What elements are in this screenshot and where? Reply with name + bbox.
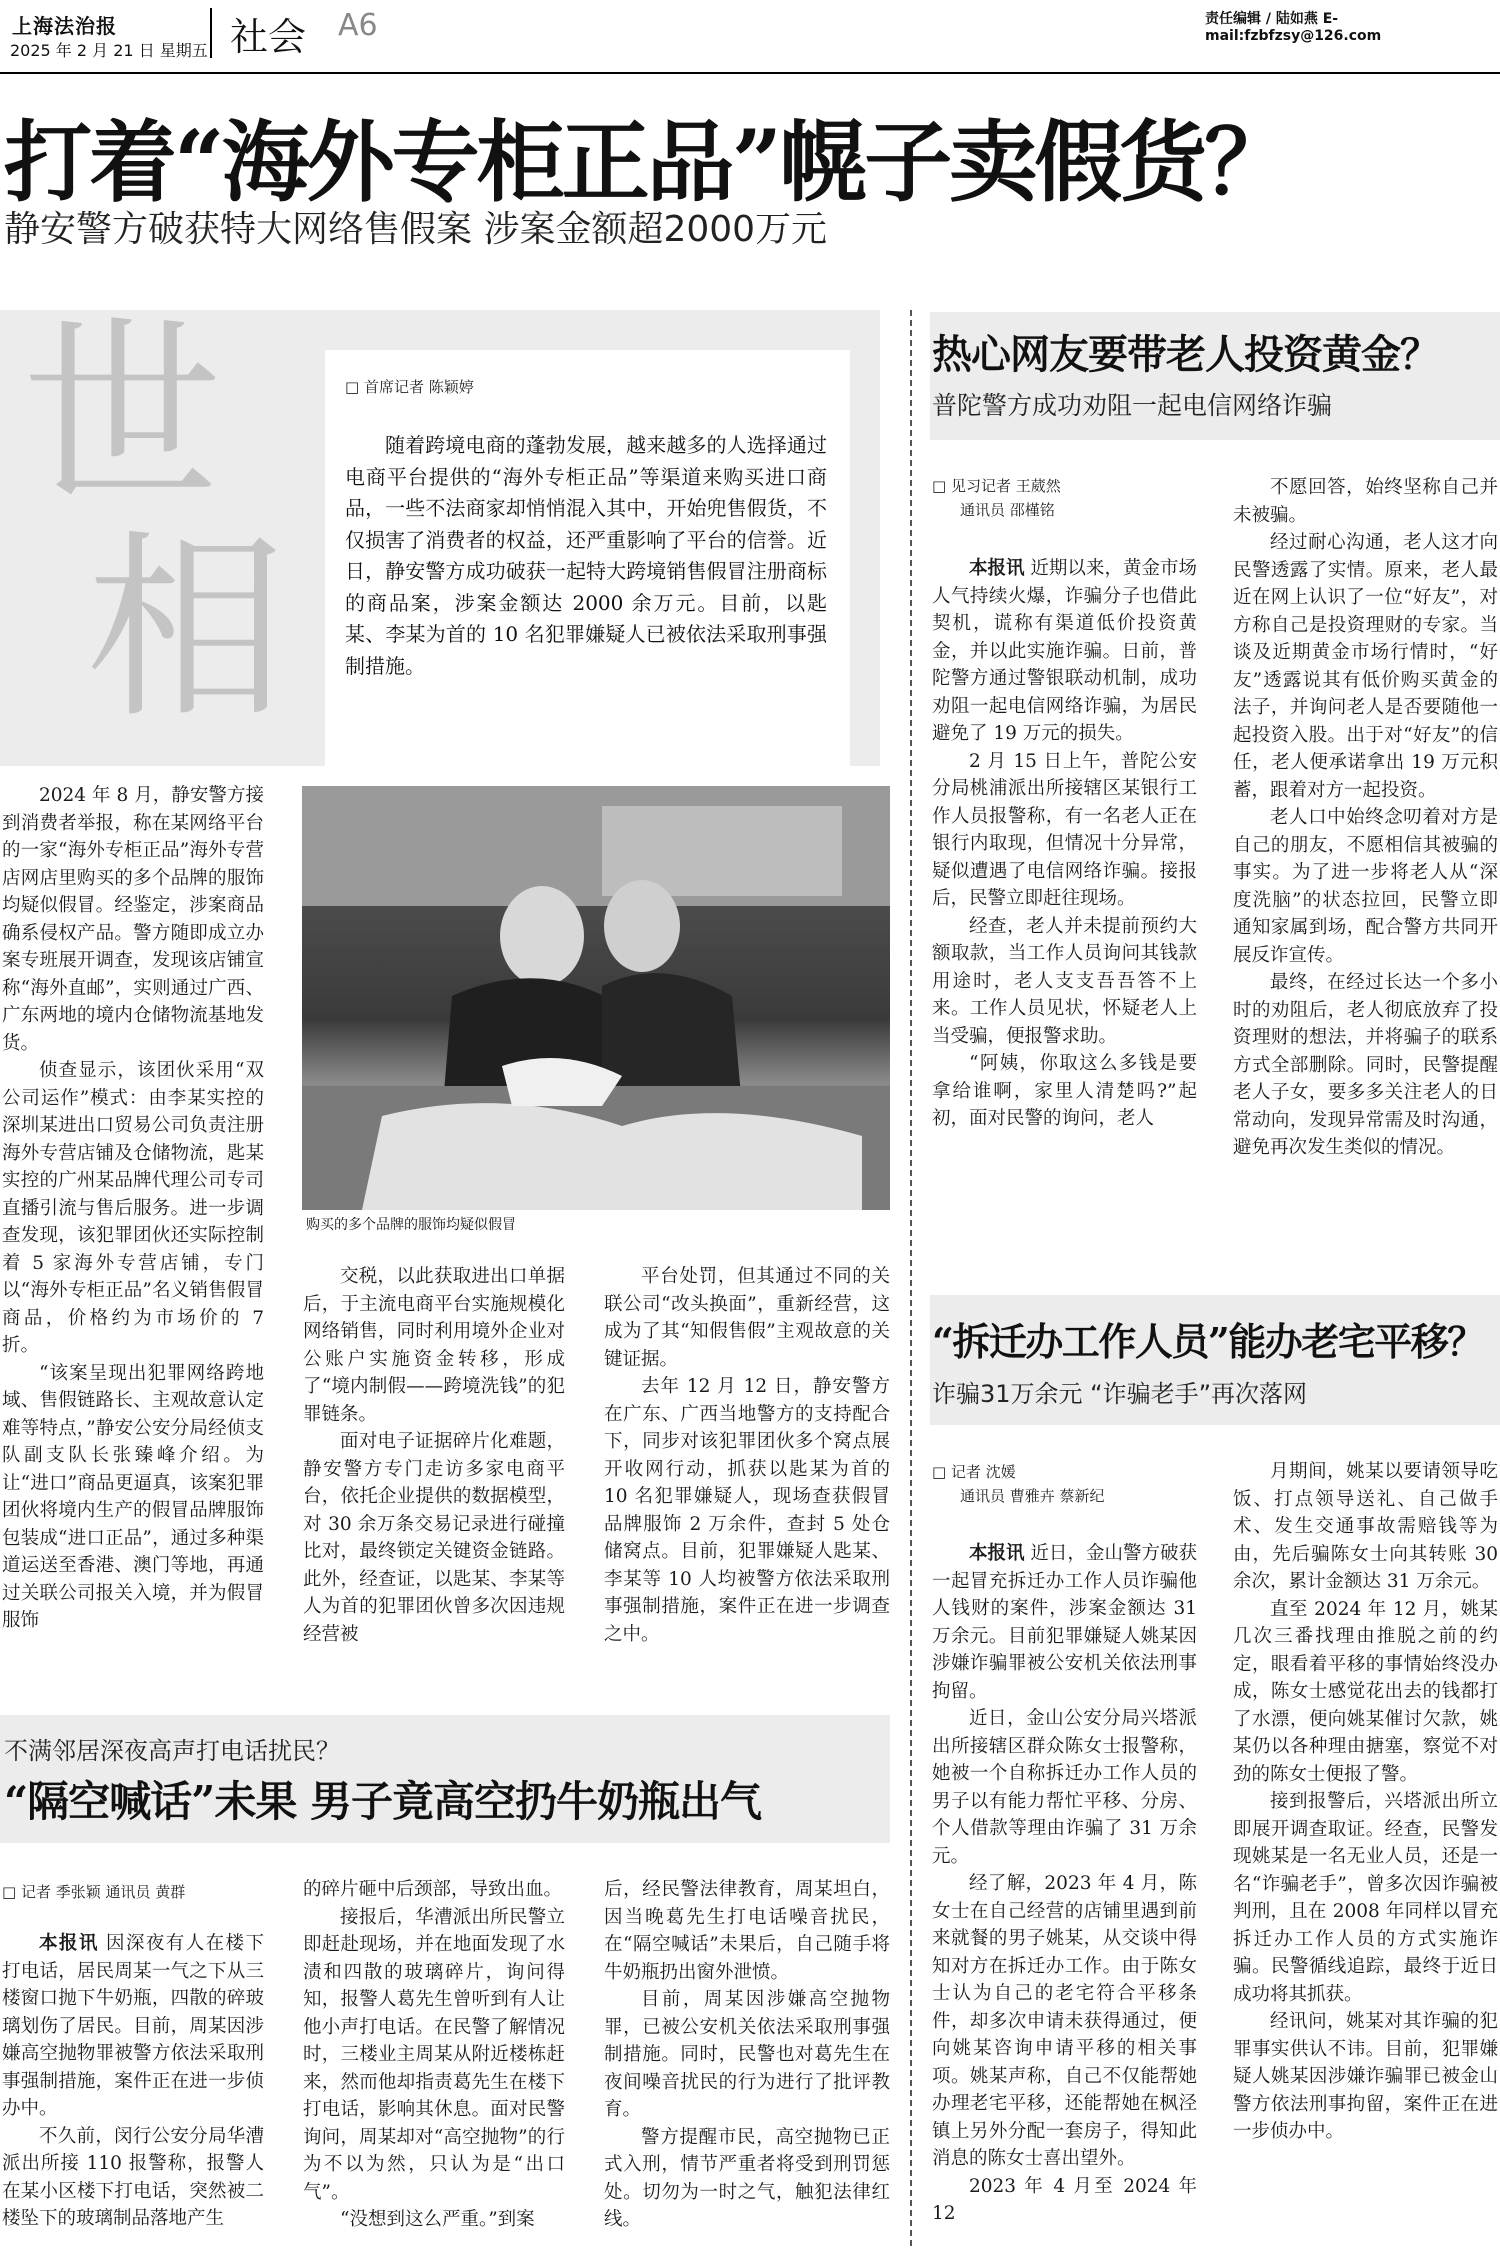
issue-date: 2025 年 2 月 21 日 星期五 <box>10 41 208 60</box>
column-label-glyph-1: 世 <box>22 299 223 532</box>
editor-credit: 责任编辑 / 陆如燕 E-mail:fzbfzsy@126.com <box>1205 11 1382 44</box>
main-story-column-3: 平台处罚，但其通过不同的关联公司“改头换面”，重新经营，这成为了其“知假售假”主观故意的关键证据。 去年 12 月 12 日，静安警方在广东、广西当地警方的支持配合下，同步对该犯罪团伙多个窝点展开收网行动，抓获以匙某为首的 10 名犯罪嫌疑人，现场查获假冒品牌服饰 2 万余件，查封 5 处仓储窝点。目前，犯罪嫌疑人匙某、李某等 10 人均被警方依法采取刑事强制措施，案件正在进一步调查之中。 <box>604 1266 890 1645</box>
gold-story-column-2: 不愿回答，始终坚称自己并未被骗。 经过耐心沟通，老人这才向民警透露了实情。原来，老人最近在网上认识了一位“好友”，对方称自己是投资理财的专家。当谈及近期黄金市场行情时，“好友”透露说其有低价购买黄金的法子，并询问老人是否要随他一起投资入股。出于对“好友”的信任，老人便承诺拿出 19 万元积蓄，跟着对方一起投资。 老人口中始终念叨着对方是自己的朋友，不愿相信其被骗的事实。为了进一步将老人从“深度洗脑”的状态拉回，民警立即通知家属到场，配合警方共同开展反诈宣传。 最终，在经过长达一个多小时的劝阻后，老人彻底放弃了投资理财的想法，并将骗子的联系方式全部删除。同时，民警提醒老人子女，要多多关注老人的日常动向，发现异常需及时沟通，避免再次发生类似的情况。 <box>1233 477 1498 1158</box>
page-number: A6 <box>338 8 378 43</box>
news-photo <box>302 786 890 1210</box>
paper-name: 上海法治报 <box>12 14 117 38</box>
relocation-story-column-2: 月期间，姚某以要请领导吃饭、打点领导送礼、自己做手术、发生交通事故需赔钱等为由，先后骗陈女士向其转账 30 余次，累计金额达 31 万余元。 直至 2024 年 12 月，姚某几次三番找理由推脱之前的约定，眼看着平移的事情始终没办成，陈女士感觉花出去的钱都打了水漂，便向姚某催讨欠款，姚某仍以各种理由搪塞，察觉不对劲的陈女士便报了警。 接到报警后，兴塔派出所立即展开调查取证。经查，民警发现姚某是一名无业人员，还是一名“诈骗老手”，曾多次因诈骗被判刑，且在 2008 年同样以冒充拆迁办工作人员的方式实施诈骗。民警循线追踪，最终于近日成功将其抓获。 经讯问，姚某对其诈骗的犯罪事实供认不讳。目前，犯罪嫌疑人姚某因涉嫌诈骗罪已被金山警方依法刑事拘留，案件正在进一步侦办中。 <box>1233 1461 1498 2142</box>
main-subhead: 静安警方破获特大网络售假案 涉案金额超2000万元 <box>4 209 828 250</box>
milk-kicker: 不满邻居深夜高声打电话扰民？ <box>4 1737 340 1765</box>
milk-lead-label: 本报讯 <box>39 1933 99 1954</box>
milk-story-column-3: 后，经民警法律教育，周某坦白，因当晚葛先生打电话噪音扰民，在“隔空喊话”未果后，自己随手将牛奶瓶扔出窗外泄愤。 目前，周某因涉嫌高空抛物罪，已被公安机关依法采取刑事强制措施。同时，民警也对葛先生在夜间噪音扰民的行为进行了批评教育。 警方提醒市民，高空抛物已正式入刑，情节严重者将受到刑罚惩处。切勿为一时之气，触犯法律红线。 <box>604 1879 890 2230</box>
gold-lead-label: 本报讯 <box>969 558 1025 579</box>
relocation-subhead: 诈骗31万余元 “诈骗老手”再次落网 <box>932 1380 1308 1408</box>
main-story-column-1: 2024 年 8 月，静安警方接到消费者举报，称在某网络平台的一家“海外专柜正品”海外专营店网店里购买的多个品牌的服饰均疑似假冒。经鉴定，涉案商品确系侵权产品。警方随即成立办案专班展开调查，发现该店铺宣称“海外直邮”，实则通过广西、广东两地的境内仓储物流基地发货。 侦查显示，该团伙采用“双公司运作”模式：由李某实控的深圳某进出口贸易公司负责注册海外专营店铺及仓储物流，匙某实控的广州某品牌代理公司专司直播引流与售后服务。进一步调查发现，该犯罪团伙还实际控制着 5 家海外专营店铺，专门以“海外专柜正品”名义销售假冒商品，价格约为市场价的 7 折。 “该案呈现出犯罪网络跨地域、售假链路长、主观故意认定难等特点，”静安公安分局经侦支队副支队长张臻峰介绍。为让“进口”商品更逼真，该案犯罪团伙将境内生产的假冒品牌服饰包装成“进口正品”，通过多种渠道运送至香港、澳门等地，再通过关联公司报关入境，并为假冒服饰 <box>2 785 264 1631</box>
gold-headline: 热心网友要带老人投资黄金？ <box>932 331 1439 378</box>
main-byline: □ 首席记者 陈颖婷 <box>345 378 474 396</box>
section-name: 社会 <box>230 15 307 59</box>
right-column-divider <box>910 310 912 2246</box>
column-label-glyph-2: 相 <box>86 513 287 746</box>
gold-story-column-1: 本报讯 近期以来，黄金市场人气持续火爆，诈骗分子也借此契机，谎称有渠道低价投资黄金，并以此实施诈骗。日前，普陀警方通过警银联动机制，成功劝阻一起电信网络诈骗，为居民避免了 19 万元的损失。 2 月 15 日上午，普陀公安分局桃浦派出所接辖区某银行工作人员报警称，有一名老人正在银行内取现，但情况十分异常，疑似遭遇了电信网络诈骗。接报后，民警立即赶往现场。 经查，老人并未提前预约大额取款，当工作人员询问其钱款用途时，老人支支吾吾答不上来。工作人员见状，怀疑老人上当受骗，便报警求助。 “阿姨，你取这么多钱是要拿给谁啊，家里人清楚吗?”起初，面对民警的询问，老人 <box>932 558 1197 1129</box>
relocation-headline: “拆迁办工作人员”能办老宅平移？ <box>932 1319 1484 1364</box>
gold-byline-correspondent: 通讯员 邵槿铭 <box>960 501 1055 519</box>
masthead-divider <box>210 8 212 58</box>
gold-byline-reporter: □ 见习记者 王葳然 <box>932 477 1061 495</box>
relocation-byline-reporter: □ 记者 沈媛 <box>932 1463 1016 1481</box>
masthead-rule <box>0 72 1500 74</box>
photo-caption: 购买的多个品牌的服饰均疑似假冒 <box>306 1217 516 1233</box>
main-headline: 打着“海外专柜正品”幌子卖假货？ <box>4 110 1290 214</box>
milk-headline: “隔空喊话”未果 男子竟高空扔牛奶瓶出气 <box>4 1777 761 1826</box>
main-lead: 随着跨境电商的蓬勃发展，越来越多的人选择通过电商平台提供的“海外专柜正品”等渠道来购买进口商品，一些不法商家却悄悄混入其中，开始兜售假货，不仅损害了消费者的权益，还严重影响了平台的信誉。近日，静安警方成功破获一起特大跨境销售假冒注册商标的商品案，涉案金额达 2000 余万元。目前，以匙某、李某为首的 10 名犯罪嫌疑人已被依法采取刑事强制措施。 <box>345 433 827 678</box>
milk-story-column-2: 的碎片砸中后颈部，导致出血。 接报后，华漕派出所民警立即赶赴现场，并在地面发现了水渍和四散的玻璃碎片，询问得知，报警人葛先生曾听到有人让他小声打电话。在民警了解情况时，三楼业主周某从附近楼栋赶来，然而他却指责葛先生在楼下打电话，影响其休息。面对民警询问，周某却对“高空抛物”的行为不以为然，只认为是“出口气”。 “没想到这么严重。”到案 <box>303 1879 565 2230</box>
photo-illustration <box>302 786 890 1210</box>
masthead <box>0 0 1500 72</box>
milk-byline: □ 记者 季张颖 通讯员 黄群 <box>2 1883 186 1901</box>
milk-story-column-1: 本报讯 因深夜有人在楼下打电话，居民周某一气之下从三楼窗口抛下牛奶瓶，四散的碎玻璃划伤了居民。目前，周某因涉嫌高空抛物罪被警方依法采取刑事强制措施，案件正在进一步侦办中。 不久前，闵行公安分局华漕派出所接 110 报警称，报警人在某小区楼下打电话，突然被二楼坠下的玻璃制品落地产生 <box>2 1933 264 2229</box>
relocation-byline-correspondent: 通讯员 曹雅卉 蔡新纪 <box>960 1487 1105 1505</box>
gold-subhead: 普陀警方成功劝阻一起电信网络诈骗 <box>932 391 1333 420</box>
main-story-column-2: 交税，以此获取进出口单据后，于主流电商平台实施规模化网络销售，同时利用境外企业对公账户实施资金转移，形成了“境内制假——跨境洗钱”的犯罪链条。 面对电子证据碎片化难题，静安警方专门走访多家电商平台，依托企业提供的数据模型，对 30 余万条交易记录进行碰撞比对，最终锁定关键资金链路。此外，经查证，以匙某、李某等人为首的犯罪团伙曾多次因违规经营被 <box>303 1266 565 1645</box>
relocation-lead-label: 本报讯 <box>969 1543 1025 1564</box>
relocation-story-column-1: 本报讯 近日，金山警方破获一起冒充拆迁办工作人员诈骗他人钱财的案件，涉案金额达 31 万余元。目前犯罪嫌疑人姚某因涉嫌诈骗罪被公安机关依法刑事拘留。 近日，金山公安分局兴塔派出所接辖区群众陈女士报警称，她被一个自称拆迁办工作人员的男子以有能力帮忙平移、分房、个人借款等理由诈骗了 31 万余元。 经了解，2023 年 4 月，陈女士在自己经营的店铺里遇到前来就餐的男子姚某，从交谈中得知对方在拆迁办工作。由于陈女士认为自己的老宅符合平移条件，却多次申请未获得通过，便向姚某咨询申请平移的相关事项。姚某声称，自己不仅能帮她办理老宅平移，还能帮她在枫泾镇上另外分配一套房子，得知此消息的陈女士喜出望外。 2023 年 4 月至 2024 年 12 <box>932 1543 1197 2224</box>
